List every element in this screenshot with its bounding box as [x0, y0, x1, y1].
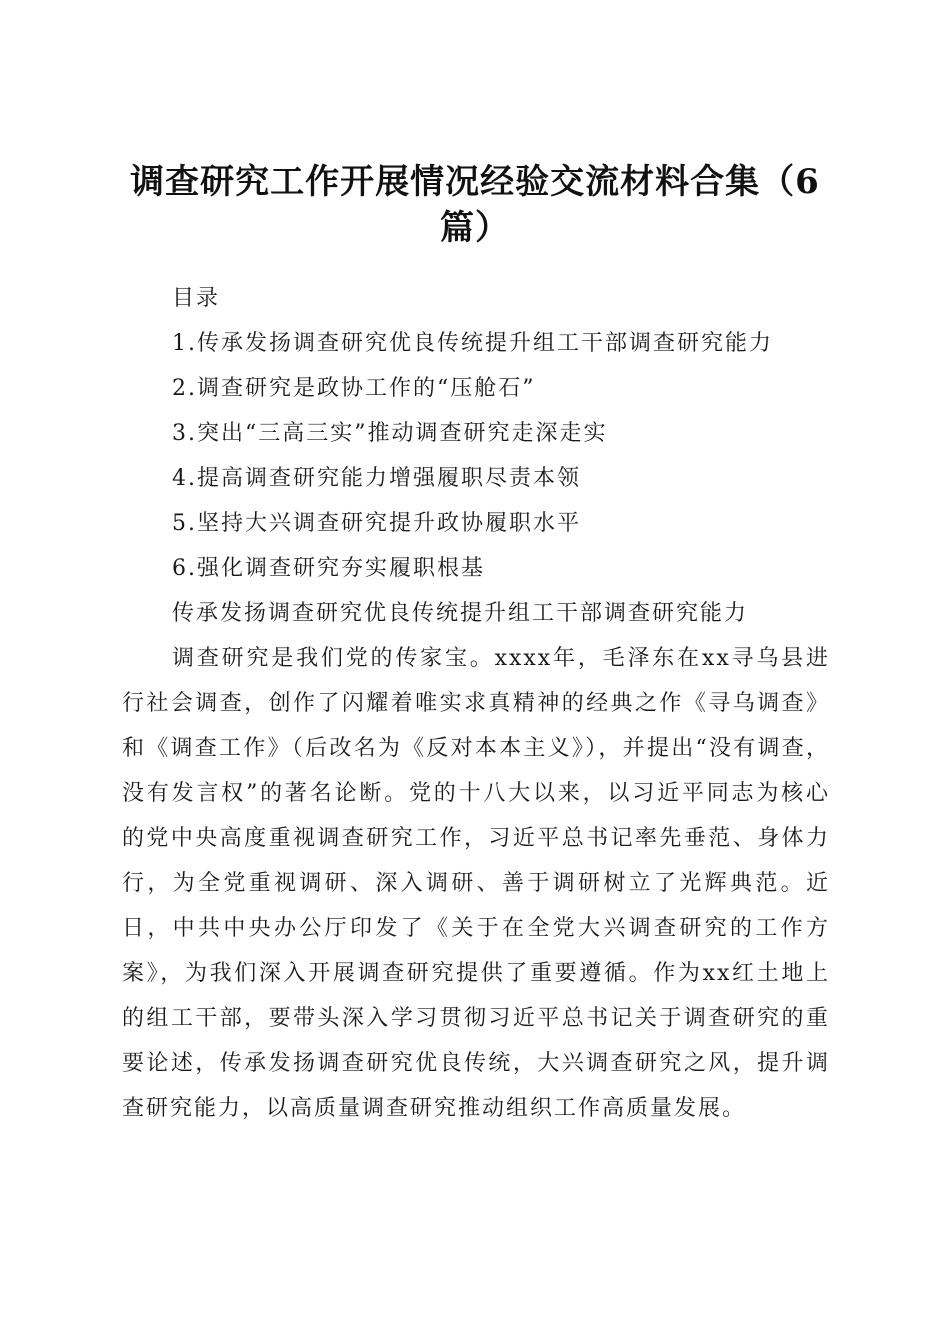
toc-item: 5.坚持大兴调查研究提升政协履职水平: [172, 511, 581, 536]
article-body: 调查研究是我们党的传家宝。xxxx年，毛泽东在xx寻乌县进行社会调查，创作了闪耀着唯实求真精神的经典之作《寻乌调查》和《调查工作》（后改名为《反对本本主义》），并提出“没有调查，没有发言权”的著名论断。党的十八大以来，以习近平同志为核心的党中央高度重视调查研究工作，习近平总书记率先垂范、身体力行，为全党重视调研、深入调研、善于调研树立了光辉典范。近日，中共中央办公厅印发了《关于在全党大兴调查研究的工作方案》，为我们深入开展调查研究提供了重要遵循。作为xx红土地上的组工干部，要带头深入学习贯彻习近平总书记关于调查研究的重要论述，传承发扬调查研究优良传统，大兴调查研究之风，提升调查研究能力，以高质量调查研究推动组织工作高质量发展。: [122, 646, 830, 1121]
toc-item: 4.提高调查研究能力增强履职尽责本领: [172, 466, 581, 491]
article-title: 传承发扬调查研究优良传统提升组工干部调查研究能力: [172, 601, 749, 626]
article: [122, 591, 830, 1131]
document-title: 调查研究工作开展情况经验交流材料合集（6篇）: [130, 161, 820, 248]
toc-item: 3.突出“三高三实”推动调查研究走深走实: [172, 421, 608, 446]
toc-item: 1.传承发扬调查研究优良传统提升组工干部调查研究能力: [172, 331, 773, 356]
toc-item: 6.强化调查研究夯实履职根基: [172, 556, 485, 581]
toc-heading: 目录: [172, 286, 221, 311]
toc-item: 2.调查研究是政协工作的“压舱石”: [172, 376, 536, 401]
table-of-contents: [172, 276, 852, 591]
